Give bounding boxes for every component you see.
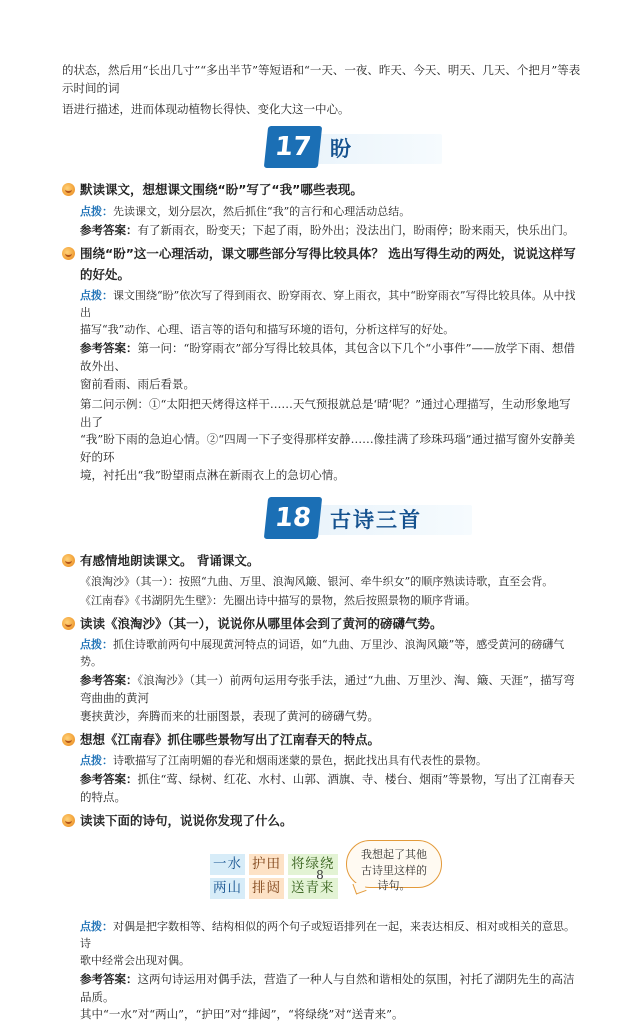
- answer-text-line-2: 窗前看雨、雨后看景。: [80, 376, 195, 391]
- second-answer-line-2: “我”盼下雨的急迫心情。②“四周一下子变得那样安静……像挂满了珍珠玛瑙”通过描写窗外安静美好的环: [80, 432, 576, 465]
- hint-label: 点拨：: [80, 754, 113, 768]
- hint-text-line-1: 课文围绕“盼”依次写了得到雨衣、盼穿雨衣、穿上雨衣，其中“盼穿雨衣”写得比较具体。从中找出: [80, 289, 576, 320]
- hint-label: 点拨：: [80, 919, 113, 933]
- lesson-18-q1-hint-1: 《浪淘沙》（其一）：按照“九曲、万里、浪淘风簸、银河、牵牛织女”的顺序熟读诗歌，直至会背。: [80, 575, 554, 589]
- hint-text: 抓住诗歌前两句中展现黄河特点的词语，如“九曲、万里沙、浪淘风簸”等，感受黄河的磅礴气势。: [80, 638, 565, 669]
- hint-label: 点拨：: [80, 638, 113, 652]
- smiley-icon: [62, 247, 75, 260]
- poem-phrase: 一水: [210, 854, 245, 875]
- question-text-line-2: 的好处。: [80, 266, 131, 282]
- answer-text: 抓住“莺、绿树、红花、水村、山郭、酒旗、寺、楼台、烟雨”等景物，写出了江南春天的特点。: [80, 772, 575, 805]
- answer-label: 参考答案：: [80, 772, 138, 787]
- hint-label: 点拨：: [80, 289, 113, 303]
- intro-line-1: 的状态，然后用“长出几寸”“多出半节”等短语和“一天、一夜、昨天、今天、明天、几天、个把月”等表示时间的词: [62, 63, 581, 95]
- lesson-18-question-3: [62, 730, 582, 751]
- lesson-18-q3-answer: [62, 771, 582, 807]
- lesson-18-question-4: [62, 811, 582, 832]
- lesson-17-q2-answer: [62, 340, 582, 393]
- lesson-18-q2-answer: [62, 672, 582, 725]
- question-text: 读读《浪淘沙》（其一），说说你从哪里体会到了黄河的磅礴气势。: [80, 615, 443, 631]
- lesson-18-question-2: [62, 614, 582, 635]
- poem-phrase: 送青来: [288, 878, 338, 899]
- smiley-icon: [62, 554, 75, 567]
- smiley-icon: [62, 183, 75, 196]
- answer-text: 有了新雨衣，盼变天；下起了雨，盼外出；没法出门，盼雨停；盼来雨天，快乐出门。: [137, 223, 575, 238]
- question-text: 想想《江南春》抓住哪些景物写出了江南春天的特点。: [80, 731, 381, 747]
- hint-text-line-2: 歌中经常会出现对偶。: [80, 953, 190, 967]
- hint-label: 点拨：: [80, 205, 113, 219]
- intro-line-2: 语进行描述，进而体现动植物长得快、变化大这一中心。: [62, 101, 350, 116]
- page-number: 8: [316, 868, 324, 882]
- question-text: 默读课文，想想课文围绕“盼”写了“我”哪些表现。: [80, 182, 363, 198]
- smiley-icon: [62, 617, 75, 630]
- lesson-17-number: 17: [264, 126, 322, 168]
- lesson-17-q1-answer: [62, 222, 582, 240]
- lesson-17-q1-hint: [62, 203, 582, 220]
- answer-text-line-2: 裹挟黄沙，奔腾而来的壮丽图景，表现了黄河的磅礴气势。: [80, 708, 379, 723]
- answer-text-line-2: 其中“一水”对“两山”，“护田”对“排闼”，“将绿绕”对“送青来”。: [80, 1007, 404, 1022]
- lesson-18-header: [62, 497, 582, 541]
- poem-phrase: 两山: [210, 878, 245, 899]
- lesson-17-title: 盼: [330, 137, 353, 162]
- lesson-18-q4-answer: [62, 971, 582, 1024]
- lesson-18-number: 18: [264, 497, 322, 539]
- hint-text-line-1: 对偶是把字数相等、结构相似的两个句子或短语排列在一起，来表达相反、相对或相关的意思。诗: [80, 919, 575, 950]
- lesson-17-q2-hint: [62, 287, 582, 338]
- question-text: 读读下面的诗句，说说你发现了什么。: [80, 812, 293, 828]
- answer-text-line-1: 《浪淘沙》（其一）前两句运用夸张手法，通过“九曲、万里沙、淘、簸、天涯”，描写弯弯曲曲的黄河: [80, 673, 575, 706]
- hint-text: 先读课文，划分层次，然后抓住“我”的言行和心理活动总结。: [113, 205, 411, 219]
- lesson-18-q4-hint: [62, 918, 582, 969]
- lesson-18-question-1: [62, 551, 582, 572]
- poem-phrase: 护田: [249, 854, 284, 875]
- smiley-icon: [62, 733, 75, 746]
- second-answer-line-1: 第二问示例：①“太阳把天烤得这样干……天气预报就总是‘晴’呢？”通过心理描写，生动形象地写出了: [80, 396, 571, 429]
- hint-text-line-2: 描写“我”动作、心理、语言等的语句和描写环境的语句，分析这样写的好处。: [80, 323, 455, 337]
- lesson-17-question-1: [62, 180, 582, 201]
- hint-text: 诗歌描写了江南明媚的春光和烟雨迷蒙的景色，据此找出具有代表性的景物。: [113, 754, 487, 768]
- question-text-line-1: 围绕“盼”这一心理活动，课文哪些部分写得比较具体？ 选出写得生动的两处，说说这样写: [80, 245, 576, 261]
- second-answer-line-3: 境，衬托出“我”盼望雨点淋在新雨衣上的急切心情。: [80, 468, 345, 482]
- lesson-17-header: [62, 126, 582, 170]
- lesson-17-q2-second-answer: [62, 396, 582, 485]
- speech-bubble: 我想起了其他古诗里这样的诗句。: [346, 840, 442, 888]
- lesson-18-q1-hint-2: 《江南春》《书湖阴先生壁》：先圈出诗中描写的景物，然后按照景物的顺序背诵。: [80, 594, 476, 608]
- answer-label: 参考答案：: [80, 971, 138, 986]
- lesson-17-question-2: [62, 244, 582, 285]
- answer-label: 参考答案：: [80, 673, 138, 688]
- poem-phrase: 将绿绕: [288, 854, 338, 875]
- question-text: 有感情地朗读课文。 背诵课文。: [80, 552, 260, 568]
- smiley-icon: [62, 814, 75, 827]
- lesson-18-title: 古诗三首: [330, 507, 422, 532]
- answer-text-line-1: 第一问：“盼穿雨衣”部分写得比较具体，其包含以下几个“小事件”——放学下雨、想借故外出、: [80, 341, 576, 374]
- lesson-18-q2-hint: [62, 636, 582, 670]
- answer-label: 参考答案：: [80, 341, 138, 356]
- answer-label: 参考答案：: [80, 223, 138, 238]
- poem-phrase: 排闼: [249, 878, 284, 899]
- answer-text-line-1: 这两句诗运用对偶手法，营造了一种人与自然和谐相处的氛围，衬托了湖阴先生的高洁品质。: [80, 971, 575, 1004]
- lesson-18-q3-hint: [62, 752, 582, 769]
